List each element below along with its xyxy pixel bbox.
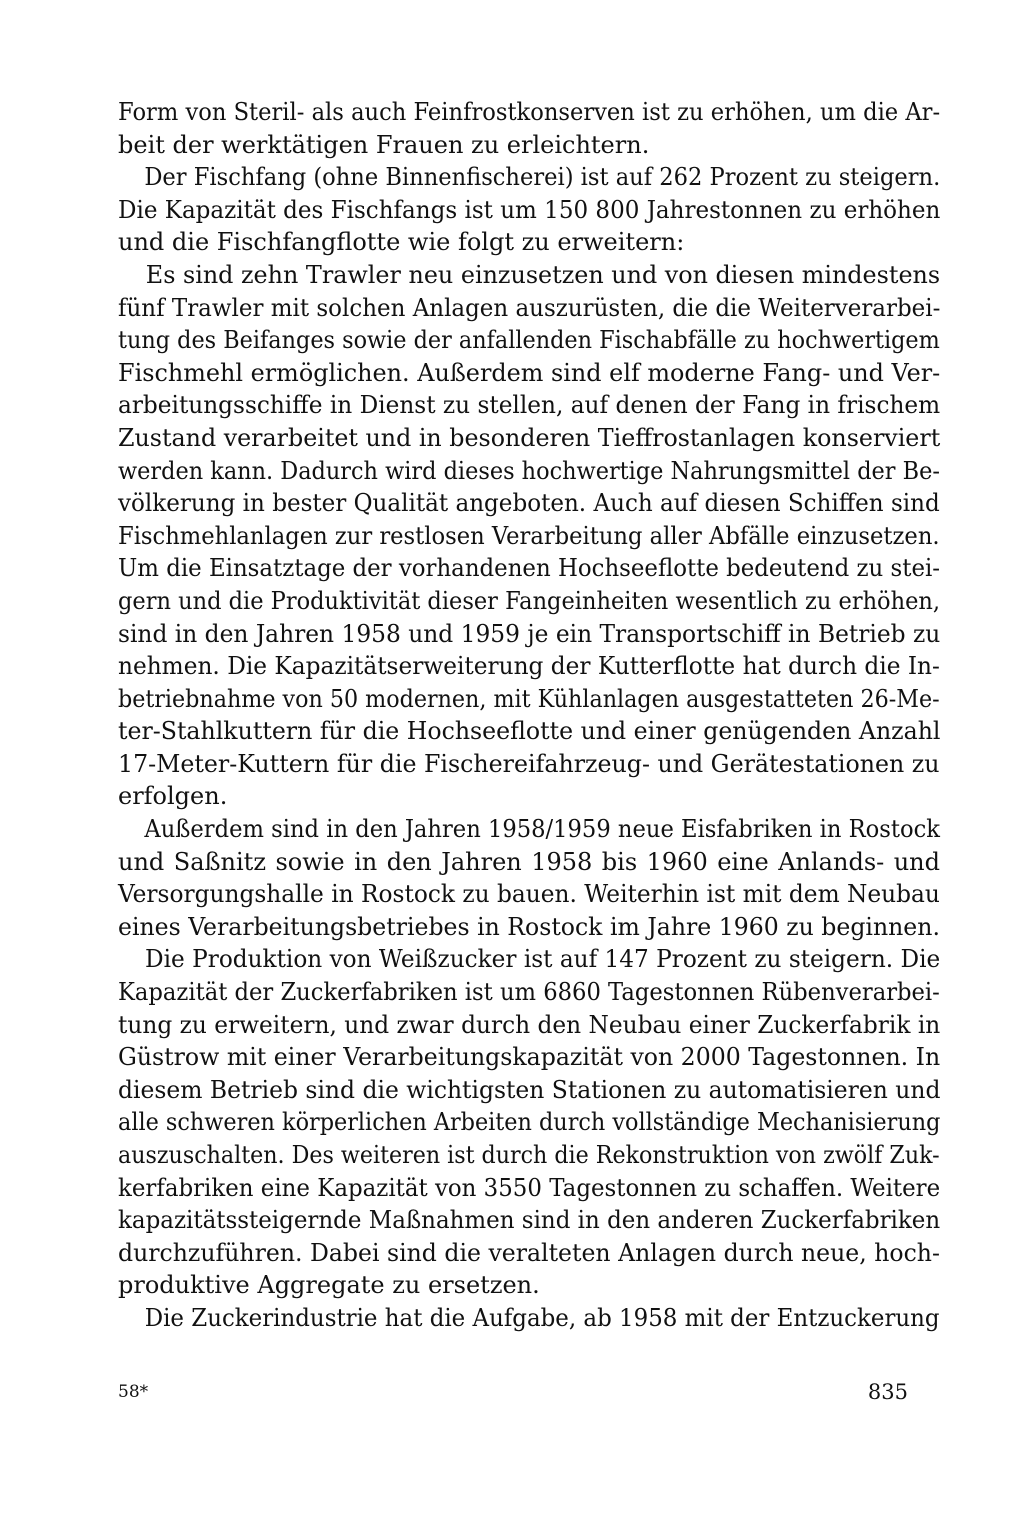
text-line: völkerung in bester Qualität angeboten. Auch auf diesen Schiffen sind (118, 489, 940, 518)
text-line: Fischmehlanlagen zur restlosen Verarbeitung aller Abfälle einzusetzen. (118, 521, 940, 550)
text-line: beit der werktätigen Frauen zu erleichtern. (118, 130, 650, 159)
text-line: tung des Beifanges sowie der anfallenden Fischabfälle zu hochwertigem (118, 326, 940, 355)
text-line: diesem Betrieb sind die wichtigsten Stationen zu automatisieren und (118, 1075, 941, 1104)
text-line: und Saßnitz sowie in den Jahren 1958 bis 1960 eine Anlands- und (118, 847, 940, 876)
text-line: werden kann. Dadurch wird dieses hochwertige Nahrungsmittel der Be- (118, 456, 940, 485)
text-line: produktive Aggregate zu ersetzen. (118, 1271, 540, 1300)
text-line: Der Fischfang (ohne Binnenfischerei) ist auf 262 Prozent zu steigern. (144, 163, 941, 192)
text-line: Die Kapazität des Fischfangs ist um 150 800 Jahrestonnen zu erhöhen (118, 195, 941, 224)
text-line: sind in den Jahren 1958 und 1959 je ein Transportschiff in Betrieb zu (118, 619, 941, 648)
text-line: Außerdem sind in den Jahren 1958/1959 neue Eisfabriken in Rostock (144, 815, 940, 844)
page-number: 835 (867, 1380, 908, 1404)
text-line: Es sind zehn Trawler neu einzusetzen und von diesen mindestens (145, 260, 941, 289)
text-line: kerfabriken eine Kapazität von 3550 Tagestonnen zu schaffen. Weitere (118, 1173, 941, 1202)
printer-signature: 58* (118, 1382, 149, 1402)
text-line: Fischmehl ermöglichen. Außerdem sind elf moderne Fang- und Ver- (118, 358, 941, 387)
text-line: 17-Meter-Kuttern für die Fischereifahrzeug- und Gerätestationen zu (118, 749, 940, 778)
text-line: Die Produktion von Weißzucker ist auf 147 Prozent zu steigern. Die (145, 945, 941, 974)
text-line: Zustand verarbeitet und in besonderen Tieffrostanlagen konserviert (118, 423, 941, 452)
text-line: alle schweren körperlichen Arbeiten durch vollständige Mechanisierung (118, 1108, 941, 1137)
text-line: tung zu erweitern, und zwar durch den Neubau einer Zuckerfabrik in (118, 1010, 941, 1039)
text-line: arbeitungsschiffe in Dienst zu stellen, auf denen der Fang in frischem (118, 391, 941, 420)
body-text (118, 96, 940, 1335)
text-line: betriebnahme von 50 modernen, mit Kühlanlagen ausgestatteten 26-Me- (118, 684, 940, 713)
text-line: Kapazität der Zuckerfabriken ist um 6860 Tagestonnen Rübenverarbei- (118, 978, 940, 1007)
text-line: Die Zuckerindustrie hat die Aufgabe, ab 1958 mit der Entzuckerung (144, 1303, 940, 1332)
text-line: fünf Trawler mit solchen Anlagen auszurüsten, die die Weiterverarbei- (118, 293, 941, 322)
text-line: eines Verarbeitungsbetriebes in Rostock im Jahre 1960 zu beginnen. (118, 912, 940, 941)
text-line: Um die Einsatztage der vorhandenen Hochseeflotte bedeutend zu stei- (118, 554, 941, 583)
text-line: nehmen. Die Kapazitätserweiterung der Kutterflotte hat durch die In- (118, 652, 940, 681)
text-line: kapazitätssteigernde Maßnahmen sind in den anderen Zuckerfabriken (118, 1206, 941, 1235)
text-line: Form von Steril- als auch Feinfrostkonserven ist zu erhöhen, um die Ar- (118, 98, 941, 126)
text-line: erfolgen. (118, 782, 228, 811)
text-line: gern und die Produktivität dieser Fangeinheiten wesentlich zu erhöhen, (118, 586, 941, 615)
text-line: Güstrow mit einer Verarbeitungskapazität von 2000 Tagestonnen. In (118, 1043, 941, 1072)
text-line: und die Fischfangflotte wie folgt zu erweitern: (118, 228, 685, 257)
text-line: durchzuführen. Dabei sind die veralteten Anlagen durch neue, hoch- (118, 1238, 940, 1267)
text-line: auszuschalten. Des weiteren ist durch die Rekonstruktion von zwölf Zuk- (118, 1141, 940, 1169)
text-line: Versorgungshalle in Rostock zu bauen. Weiterhin ist mit dem Neubau (118, 880, 940, 909)
text-line: ter-Stahlkuttern für die Hochseeflotte und einer genügenden Anzahl (118, 717, 941, 746)
